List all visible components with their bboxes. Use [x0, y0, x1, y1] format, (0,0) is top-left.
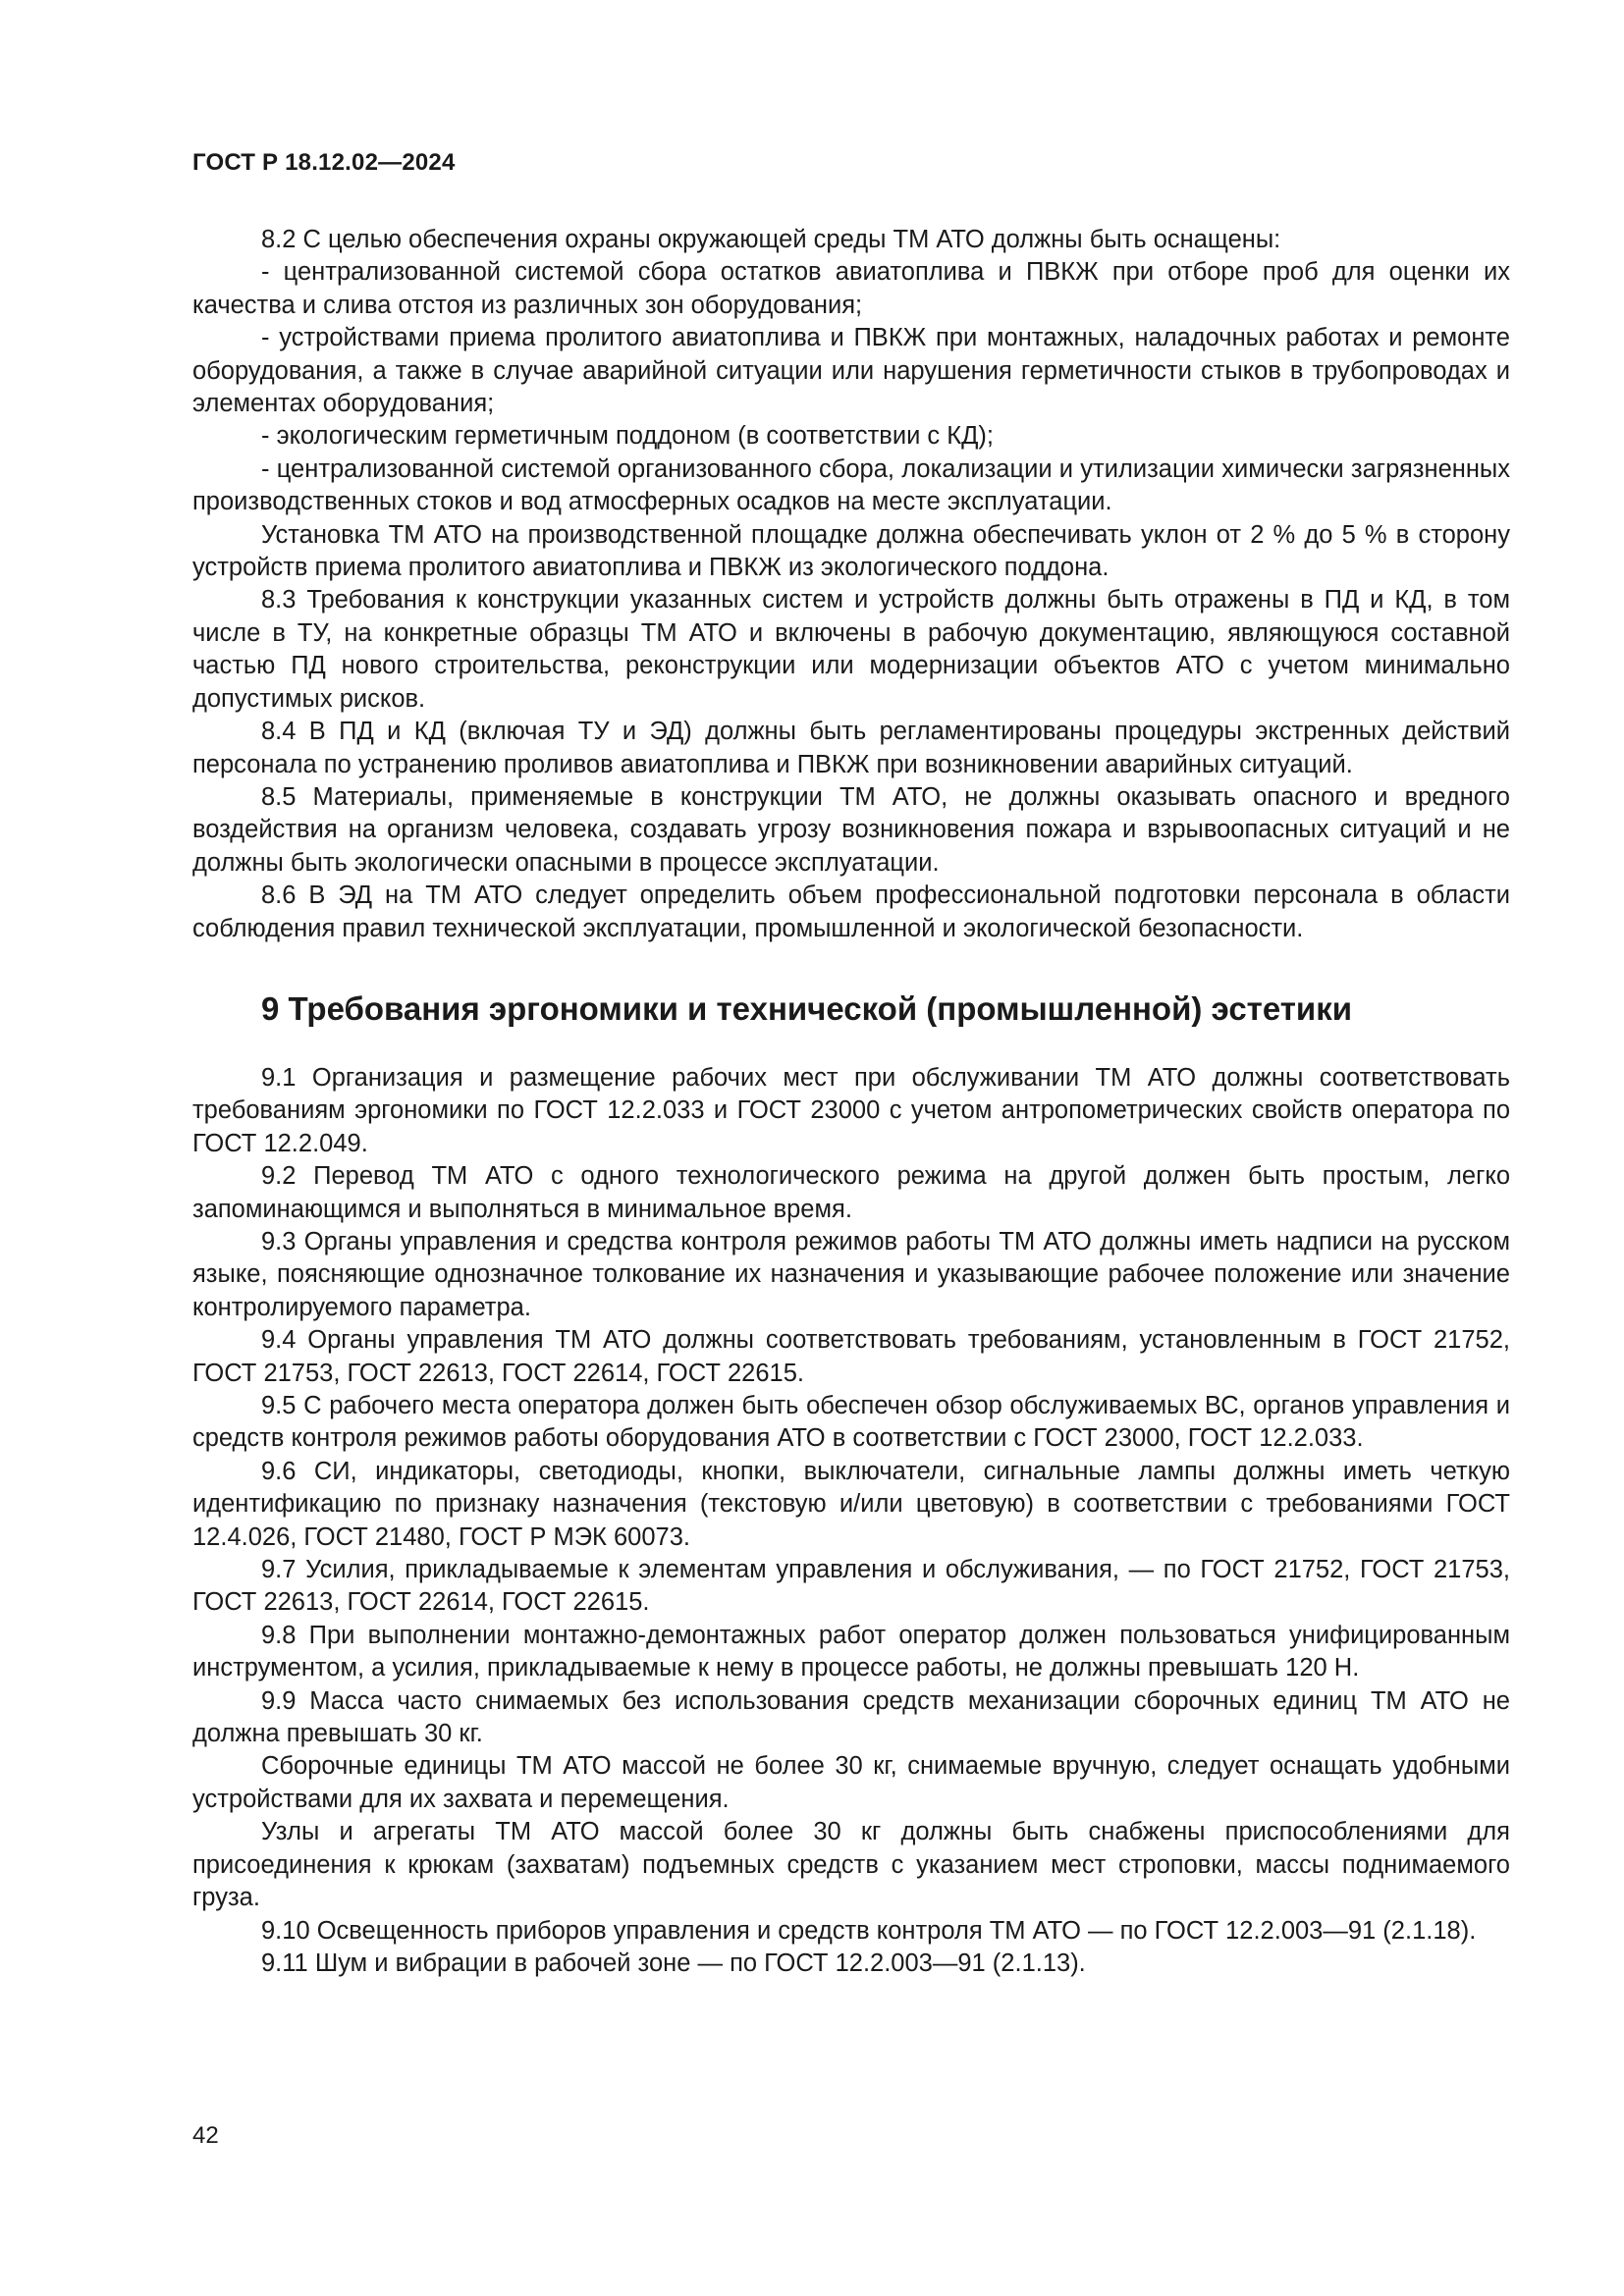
paragraph-9-9: 9.9 Масса часто снимаемых без использования средств механизации сборочных единиц ТМ АТО не должна превышать 30 кг.	[192, 1686, 1510, 1748]
list-item: - устройствами приема пролитого авиатоплива и ПВКЖ при монтажных, наладочных работах и ремонте оборудования, а также в случае аварийной ситуации или нарушения герметичности стыков в трубопроводах и элементах оборудования;	[192, 324, 1510, 418]
paragraph-9-7: 9.7 Усилия, прикладываемые к элементам управления и обслуживания, — по ГОСТ 21752, ГОСТ 21753, ГОСТ 22613, ГОСТ 22614, ГОСТ 22615.	[192, 1556, 1510, 1617]
document-header: ГОСТ Р 18.12.02—2024	[192, 149, 456, 176]
paragraph-8-4: 8.4 В ПД и КД (включая ТУ и ЭД) должны быть регламентированы процедуры экстренных действий персонала по устранению проливов авиатоплива и ПВКЖ при возникновении аварийных ситуаций.	[192, 718, 1510, 778]
paragraph-9-2: 9.2 Перевод ТМ АТО с одного технологического режима на другой должен быть простым, легко запоминающимся и выполняться в минимальное время.	[192, 1162, 1510, 1223]
paragraph-9-4: 9.4 Органы управления ТМ АТО должны соответствовать требованиям, установленным в ГОСТ 21752, ГОСТ 21753, ГОСТ 22613, ГОСТ 22614, ГОСТ 22615.	[192, 1326, 1510, 1387]
paragraph: Узлы и агрегаты ТМ АТО массой более 30 кг должны быть снабжены приспособлениями для присоединения к крюкам (захватам) подъемных средств с указанием мест строповки, массы поднимаемого груза.	[192, 1818, 1510, 1912]
paragraph-9-1: 9.1 Организация и размещение рабочих мест при обслуживании ТМ АТО должны соответствовать требованиям эргономики по ГОСТ 12.2.033 и ГОСТ 23000 с учетом антропометрических свойств оператора по ГОСТ 12.2.049.	[192, 1063, 1510, 1157]
paragraph-9-6: 9.6 СИ, индикаторы, светодиоды, кнопки, выключатели, сигнальные лампы должны иметь четкую идентификацию по признаку назначения (текстовую и/или цветовую) в соответствии с требованиями ГОСТ 12.4.026, ГОСТ 21480, ГОСТ Р МЭК 60073.	[192, 1457, 1510, 1551]
paragraph-9-3: 9.3 Органы управления и средства контроля режимов работы ТМ АТО должны иметь надписи на русском языке, поясняющие однозначное толкование их назначения и указывающие рабочее положение или значение контролируемого параметра.	[192, 1227, 1510, 1321]
paragraph-9-5: 9.5 С рабочего места оператора должен быть обеспечен обзор обслуживаемых ВС, органов управления и средств контроля режимов работы оборудования АТО в соответствии с ГОСТ 23000, ГОСТ 12.2.033.	[192, 1392, 1510, 1453]
paragraph-8-3: 8.3 Требования к конструкции указанных систем и устройств должны быть отражены в ПД и КД, в том числе в ТУ, на конкретные образцы ТМ АТО и включены в рабочую документацию, являющуюся составной частью ПД нового строительства, реконструкции или модернизации объектов АТО с учетом минимально допустимых рисков.	[192, 586, 1510, 713]
paragraph-8-5: 8.5 Материалы, применяемые в конструкции ТМ АТО, не должны оказывать опасного и вредного воздействия на организм человека, создавать угрозу возникновения пожара и взрывоопасных ситуаций и не должны быть экологически опасными в процессе эксплуатации.	[192, 782, 1510, 877]
paragraph-8-6: 8.6 В ЭД на ТМ АТО следует определить объем профессиональной подготовки персонала в области соблюдения правил технической эксплуатации, промышленной и экологической безопасности.	[192, 881, 1510, 942]
paragraph-9-11: 9.11 Шум и вибрации в рабочей зоне — по ГОСТ 12.2.003—91 (2.1.13).	[261, 1949, 1086, 1977]
document-body	[192, 224, 1510, 1980]
paragraph-9-10: 9.10 Освещенность приборов управления и средств контроля ТМ АТО — по ГОСТ 12.2.003—91 (2.1.18).	[261, 1916, 1477, 1945]
paragraph-9-8: 9.8 При выполнении монтажно-демонтажных работ оператор должен пользоваться унифицированным инструментом, а усилия, прикладываемые к нему в процессе работы, не должны превышать 120 Н.	[192, 1621, 1510, 1682]
list-item: - централизованной системой организованного сбора, локализации и утилизации химически загрязненных производственных стоков и вод атмосферных осадков на месте эксплуатации.	[192, 454, 1510, 516]
paragraph: Установка ТМ АТО на производственной площадке должна обеспечивать уклон от 2 % до 5 % в сторону устройств приема пролитого авиатоплива и ПВКЖ из экологического поддона.	[192, 520, 1510, 582]
list-item: - экологическим герметичным поддоном (в соответствии с КД);	[261, 422, 994, 451]
section-9-title: 9 Требования эргономики и технической (промышленной) эстетики	[261, 989, 1353, 1027]
page-number: 42	[192, 2122, 219, 2149]
list-item: - централизованной системой сбора остатков авиатоплива и ПВКЖ при отборе проб для оценки их качества и слива отстоя из различных зон оборудования;	[192, 258, 1510, 319]
paragraph-8-2: 8.2 С целью обеспечения охраны окружающей среды ТМ АТО должны быть оснащены:	[261, 226, 1281, 253]
paragraph: Сборочные единицы ТМ АТО массой не более 30 кг, снимаемые вручную, следует оснащать удобными устройствами для их захвата и перемещения.	[192, 1752, 1510, 1813]
